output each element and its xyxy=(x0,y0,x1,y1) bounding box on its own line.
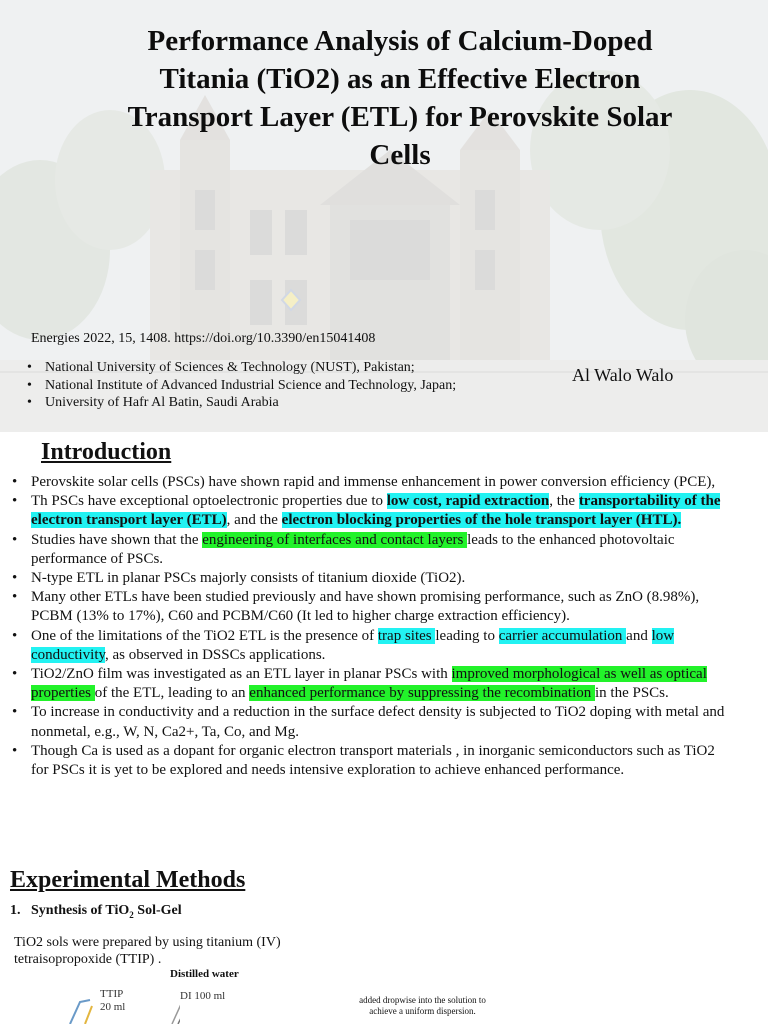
bullet-text: leads to the enhanced photovoltaic performance of PSCs. xyxy=(31,531,675,567)
bullet-text: leading to xyxy=(435,627,499,644)
step-title-pre: Synthesis of TiO xyxy=(31,903,130,918)
intro-bullet xyxy=(10,627,732,665)
bullet-text: N-type ETL in planar PSCs majorly consists of titanium dioxide (TiO2). xyxy=(31,570,466,587)
intro-bullet xyxy=(10,588,732,626)
step-number: 1. xyxy=(10,903,21,918)
di-water-label: DI 100 ml xyxy=(180,990,226,1002)
highlight-cyan: rapid extraction xyxy=(445,493,550,510)
highlight-green: engineering of interfaces and contact layers xyxy=(202,531,468,548)
intro-bullet xyxy=(10,531,732,569)
highlight-green: enhanced performance by suppressing the recombination xyxy=(249,685,595,702)
author-name: Al Walo Walo xyxy=(572,365,674,385)
bullet-text: Many other ETLs have been studied previously and have shown promising performance, such as ZnO (8.98%), PCBM (13% to 17%), C60 and PCBM/C60 (It led to higher charge extraction efficiency). xyxy=(31,589,700,625)
header-banner xyxy=(0,0,768,432)
intro-bullet xyxy=(10,473,732,492)
affiliation-item: • National University of Sciences & Technology (NUST), Pakistan; xyxy=(26,359,456,377)
affiliation-item: • University of Hafr Al Batin, Saudi Arabia xyxy=(26,394,456,412)
sol-description: TiO2 sols were prepared by using titanium (IV) tetraisopropoxide (TTIP) . xyxy=(14,935,281,967)
highlight-cyan: , xyxy=(438,493,446,510)
highlight-green: improved morphological as well as optical properties xyxy=(31,666,707,702)
bullet-text: and xyxy=(626,627,652,644)
bullet-text: Th PSCs have exceptional optoelectronic properties due to xyxy=(31,493,387,510)
ttip-volume: 20 ml xyxy=(100,1001,126,1013)
citation: Energies 2022, 15, 1408. https://doi.org/10.3390/en15041408 xyxy=(31,331,376,346)
page-title: Performance Analysis of Calcium-Doped Titania (TiO2) as an Effective Electron Transport Layer (ETL) for Perovskite Solar Cells xyxy=(127,25,673,171)
dropwise-caption: added dropwise into the solution to achieve a uniform dispersion. xyxy=(359,995,486,1016)
step-title-post: Sol-Gel xyxy=(133,903,182,918)
affiliation-list xyxy=(26,359,456,412)
intro-bullet xyxy=(10,703,732,741)
bullet-text: , as observed in DSSCs applications. xyxy=(105,646,326,663)
highlight-cyan: low conductivity xyxy=(31,627,675,663)
bullet-text: Studies have shown that the xyxy=(31,531,203,548)
bullet-text: TiO2/ZnO film was investigated as an ETL layer in planar PSCs with xyxy=(31,666,452,683)
step-title-sub: 2 xyxy=(129,909,134,920)
highlight-cyan: carrier accumulation xyxy=(498,627,627,644)
methods-heading: Experimental Methods xyxy=(10,867,246,893)
intro-bullet xyxy=(10,742,732,780)
bullet-text: , and the xyxy=(226,512,282,529)
highlight-cyan: trap sites xyxy=(377,627,436,644)
intro-bullet xyxy=(10,665,732,703)
ttip-name: TTIP xyxy=(100,988,124,1000)
bullet-text: One of the limitations of the TiO2 ETL is the presence of xyxy=(31,627,378,644)
bullet-text: To increase in conductivity and a reduction in the surface defect density is subjected to TiO2 doping with metal and nonmetal, e.g., W, N, Ca2+, Ta, Co, and Mg. xyxy=(31,704,725,740)
ttip-label xyxy=(100,988,125,1014)
bullet-text: of the ETL, leading to an xyxy=(94,685,250,702)
synthesis-step-title xyxy=(10,903,182,920)
bullet-text: Perovskite solar cells (PSCs) have shown rapid and immense enhancement in power conversion efficiency (PCE), xyxy=(31,474,716,490)
distilled-water-label: Distilled water xyxy=(170,968,239,980)
bullet-text: in the PSCs. xyxy=(595,685,669,702)
highlight-cyan: low cost xyxy=(386,493,438,510)
intro-bullet xyxy=(10,569,732,588)
intro-bullet xyxy=(10,492,732,530)
affiliation-item: • National Institute of Advanced Industrial Science and Technology, Japan; xyxy=(26,377,456,395)
bullet-text: , the xyxy=(549,493,579,510)
introduction-heading: Introduction xyxy=(41,439,172,465)
introduction-list xyxy=(10,473,732,780)
highlight-cyan: transportability of the electron transport layer (ETL) xyxy=(31,493,721,529)
bullet-text: Though Ca is used as a dopant for organic electron transport materials , in inorganic semiconductors such as TiO2 for PSCs it is yet to be explored and needs intensive exploration to achieve enhanced performance. xyxy=(31,742,715,779)
highlight-cyan: electron blocking properties of the hole transport layer (HTL). xyxy=(281,512,682,529)
